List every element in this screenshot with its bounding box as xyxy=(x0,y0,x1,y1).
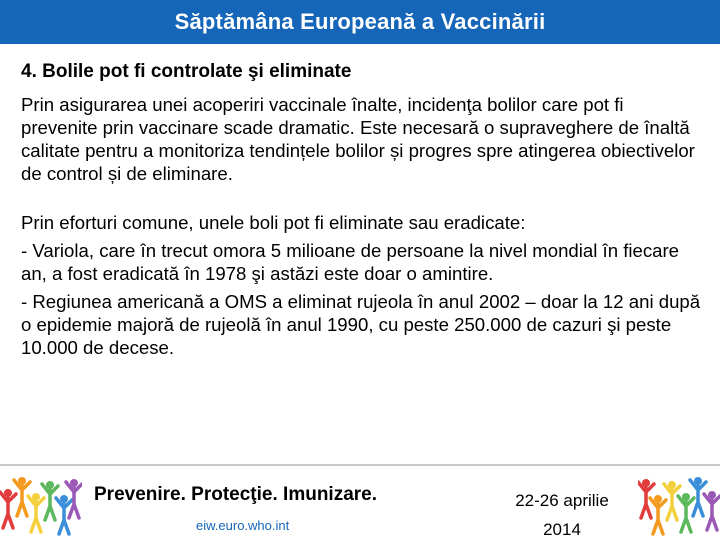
figure-body xyxy=(704,494,720,530)
paragraph-measles: - Regiunea americană a OMS a eliminat rujeola în anul 2002 – doar la 12 ani după o epidemie majoră de rujeolă în anul 1990, cu peste 250.000 de cazuri şi peste 10.000 de decese. xyxy=(21,291,701,358)
paragraph-eradication-lead: Prin eforturi comune, unele boli pot fi eliminate sau eradicate: xyxy=(21,212,526,233)
footer xyxy=(0,466,720,540)
slide-content xyxy=(21,60,701,359)
header-bar xyxy=(0,0,720,44)
campaign-dates xyxy=(500,486,624,544)
figure-body xyxy=(66,482,82,518)
year: 2014 xyxy=(543,520,581,539)
figure-body xyxy=(0,492,16,528)
paragraph-intro: Prin asigurarea unei acoperiri vaccinale înalte, incidenţa bolilor care pot fi prevenite prin vaccinare scade dramatic. Este necesară o supraveghere de înaltă calitate pentru a monitoriza tendințele bolilor și progres spre atingerea obiectivelor de control și de eliminare. xyxy=(21,94,695,184)
header-title: Săptămâna Europeană a Vaccinării xyxy=(174,9,546,34)
footer-website-link[interactable]: eiw.euro.who.int xyxy=(196,518,290,533)
figure-body xyxy=(678,496,694,532)
figure-body xyxy=(650,498,666,534)
slide-title: 4. Bolile pot fi controlate şi eliminate xyxy=(21,61,352,82)
paragraph-smallpox: - Variola, care în trecut omora 5 milioane de persoane la nivel mondial în fiecare an, a fost eradicată în 1978 şi astăzi este doar o amintire. xyxy=(21,240,680,284)
date-range: 22-26 aprilie xyxy=(515,491,609,510)
footer-slogan: Prevenire. Protecţie. Imunizare. xyxy=(94,484,378,505)
figure-body xyxy=(42,484,58,520)
people-figures-left-icon xyxy=(0,470,82,540)
people-figures-right-icon xyxy=(638,470,720,540)
figure-body xyxy=(28,496,44,532)
